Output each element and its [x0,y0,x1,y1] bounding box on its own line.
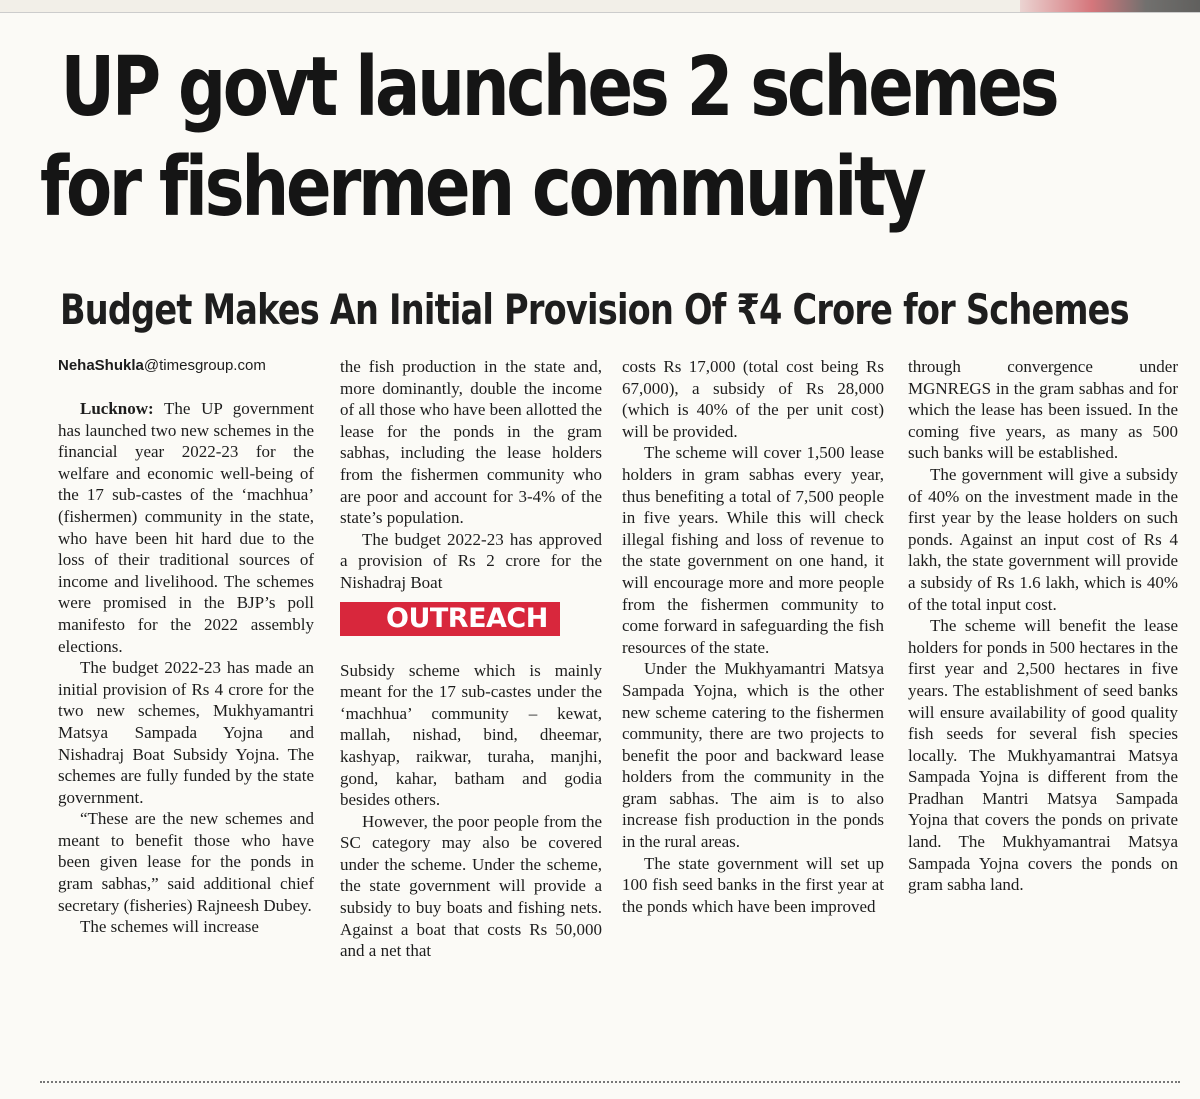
headline-line-2: for fishermen community [40,140,924,235]
byline-name: NehaShukla [58,357,144,374]
headline [40,38,1057,238]
paragraph: Under the Mukhyamantri Matsya Sampada Yojna, which is the other new scheme catering to the fishermen community, there are two projects to benefit the poor and backward lease holders from the community in the gram sabhas. The aim is to also increase fish production in the ponds in the rural areas. [622,659,884,852]
paragraph: through convergence under MGNREGS in the gram sabhas and for which the lease has been issued. In the coming five years, as many as 500 such banks will be established. [908,357,1178,463]
paragraph: The schemes will increase [80,917,259,937]
paragraph: “These are the new schemes and meant to benefit those who have been given lease for the ponds in gram sabhas,” said additional chief secretary (fisheries) Rajneesh Dubey. [58,809,314,915]
paragraph: The scheme will cover 1,500 lease holders in gram sabhas every year, thus benefiting a total of 7,500 people in five years. While this will check illegal fishing and loss of revenue to the state government on one hand, it will encourage more and more people from the fishermen community to come forward in safeguarding the fish resources of the state. [622,443,884,657]
column-2 [340,356,602,962]
dateline: Lucknow: [80,399,154,418]
paragraph: The scheme will benefit the lease holders for ponds in 500 hectares in the first year and 2,500 hectares in five years. The establishment of seed banks will ensure availability of good quality fish seeds for several fish species locally. The Mukhyamantrai Matsya Sampada Yojna is different from the Pradhan Mantri Matsya Sampada Yojna that covers the ponds on private land. The Mukhyamantrai Matsya Sampada Yojna covers the ponds on gram sabha land. [908,616,1178,895]
dotted-divider [40,1081,1180,1083]
paragraph: The budget 2022-23 has approved a provision of Rs 2 crore for the Nishadraj Boat [340,529,602,592]
column-3 [622,356,884,917]
byline-domain: @timesgroup.com [143,357,266,374]
byline [58,356,314,376]
paragraph: costs Rs 17,000 (total cost being Rs 67,000), a subsidy of Rs 28,000 (which is 40% of the per unit cost) will be provided. [622,357,884,441]
paragraph: However, the poor people from the SC category may also be covered under the scheme. Under the scheme, the state government will provide a subsidy to buy boats and fishing nets. Against a boat that costs Rs 50,000 and a net that [340,811,602,961]
section-rubric: OUTREACH [340,602,560,636]
paragraph: The state government will set up 100 fish seed banks in the first year at the ponds which have been improved [622,853,884,916]
paragraph: Subsidy scheme which is mainly meant for the 17 sub-castes under the ‘machhua’ community – kewat, mallah, nishad, bind, dheemar, kashyap, raikwar, turaha, manjhi, gond, kahar, batham and godia besides others. [340,660,602,810]
column-4 [908,356,1178,896]
paragraph [58,398,314,657]
rubric-container [340,602,602,636]
paragraph: The budget 2022-23 has made an initial provision of Rs 4 crore for the two new schemes, Mukhyamantri Matsya Sampada Yojna and Nishadraj Boat Subsidy Yojna. The schemes are fully funded by the state government. [58,658,314,807]
paragraph-text: The UP government has launched two new schemes in the financial year 2022-23 for the welfare and economic well-being of the 17 sub-castes of the ‘machhua’ (fishermen) community in the state, who have been hit hard due to the loss of their traditional sources of income and livelihood. The schemes were promised in the BJP’s poll manifesto for the 2022 assembly elections. [58,399,314,656]
masthead-fragment [1020,0,1200,12]
subheadline: Budget Makes An Initial Provision Of ₹4 Crore for Schemes [60,285,1129,334]
paragraph: the fish production in the state and, more dominantly, double the income of all those who have been allotted the lease for the ponds in the gram sabhas, including the lease holders from the fishermen community who are poor and account for 3-4% of the state’s population. [340,357,602,528]
headline-line-1: UP govt launches 2 schemes [60,40,1057,135]
column-1 [58,356,314,938]
paragraph: The government will give a subsidy of 40% on the investment made in the first year by the lease holders on such ponds. Against an input cost of Rs 4 lakh, the state government will provide a subsidy of Rs 1.6 lakh, which is 40% of the total input cost. [908,464,1178,614]
